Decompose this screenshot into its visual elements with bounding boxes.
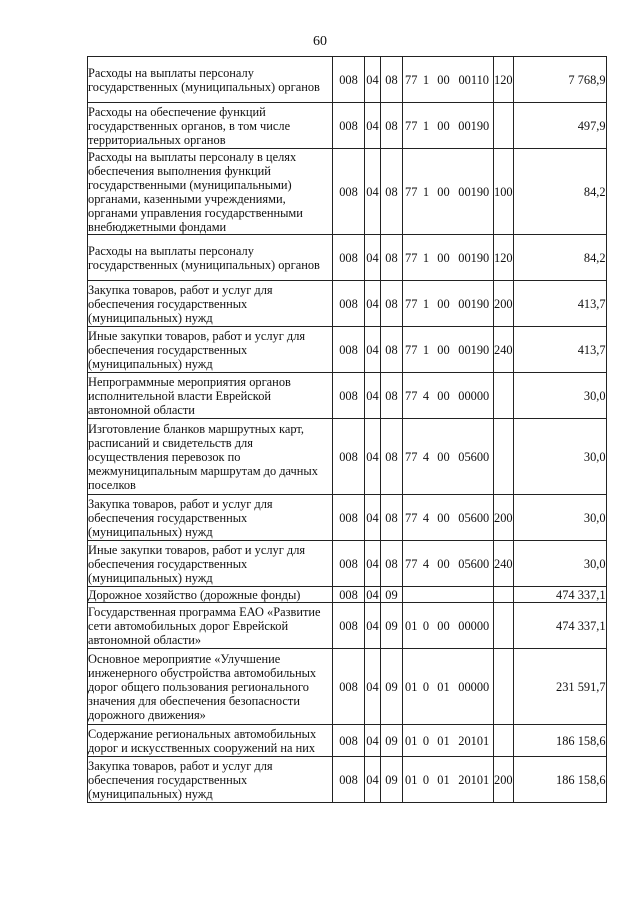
row-event-code: 00	[433, 603, 455, 649]
table-row	[88, 327, 607, 373]
row-ministry-code: 008	[333, 541, 365, 587]
row-subsection-code: 08	[381, 541, 403, 587]
row-direction-code: 00110	[455, 57, 494, 103]
row-subprogram-code: 4	[420, 373, 433, 419]
row-subprogram-code: 1	[420, 327, 433, 373]
row-ministry-code: 008	[333, 149, 365, 235]
row-ministry-code: 008	[333, 103, 365, 149]
row-subsection-code: 08	[381, 327, 403, 373]
row-direction-code: 00190	[455, 327, 494, 373]
row-subsection-code: 09	[381, 603, 403, 649]
row-subprogram-code: 4	[420, 495, 433, 541]
row-name: Закупка товаров, работ и услуг для обеспечения государственных (муниципальных) нужд	[88, 757, 333, 803]
row-ministry-code: 008	[333, 603, 365, 649]
row-subprogram-code: 1	[420, 103, 433, 149]
row-ministry-code: 008	[333, 725, 365, 757]
row-subsection-code: 09	[381, 649, 403, 725]
row-event-code: 00	[433, 419, 455, 495]
row-section-code: 04	[366, 587, 379, 602]
row-amount: 413,7	[513, 281, 606, 327]
row-expense-type-code: 200	[494, 757, 514, 803]
row-name: Закупка товаров, работ и услуг для обеспечения государственных (муниципальных) нужд	[88, 281, 333, 327]
table-row	[88, 149, 607, 235]
row-amount: 84,2	[513, 235, 606, 281]
row-amount: 30,0	[513, 495, 606, 541]
row-subprogram-code: 0	[420, 757, 433, 803]
table-row	[88, 757, 607, 803]
row-amount: 186 158,6	[513, 757, 606, 803]
page-number: 60	[313, 34, 327, 49]
row-subprogram-code: 0	[420, 649, 433, 725]
row-name: Иные закупки товаров, работ и услуг для обеспечения государственных (муниципальных) нужд	[88, 541, 333, 587]
row-ministry-code: 008	[333, 327, 365, 373]
row-direction-code: 00190	[455, 103, 494, 149]
row-program-code: 77	[403, 103, 420, 149]
row-program-code: 77	[403, 235, 420, 281]
row-name: Изготовление бланков маршрутных карт, расписаний и свидетельств для осуществления перевозок по межмуниципальным маршрутам до дачных поселков	[88, 419, 333, 495]
row-section-code: 04	[365, 373, 381, 419]
row-event-code	[433, 587, 455, 603]
row-name: Расходы на выплаты персоналу государственных (муниципальных) органов	[88, 235, 333, 281]
row-expense-type-code	[494, 603, 514, 649]
row-direction-code: 00190	[455, 235, 494, 281]
table-row	[88, 649, 607, 725]
row-program-code: 77	[403, 57, 420, 103]
row-amount: 186 158,6	[513, 725, 606, 757]
row-direction-code: 00190	[455, 149, 494, 235]
row-direction-code: 00190	[455, 281, 494, 327]
row-section-code: 04	[365, 281, 381, 327]
row-amount: 497,9	[513, 103, 606, 149]
row-subprogram-code: 1	[420, 281, 433, 327]
row-name: Содержание региональных автомобильных дорог и искусственных сооружений на них	[88, 725, 333, 757]
row-expense-type-code	[494, 373, 514, 419]
row-event-code: 01	[433, 757, 455, 803]
row-section-code: 04	[365, 725, 381, 757]
row-expense-type-code: 200	[494, 281, 514, 327]
row-amount: 84,2	[513, 149, 606, 235]
row-amount: 7 768,9	[513, 57, 606, 103]
row-ministry-code: 008	[333, 587, 365, 603]
row-subsection-code: 08	[381, 57, 403, 103]
row-name: Дорожное хозяйство (дорожные фонды)	[88, 587, 333, 603]
row-direction-code	[455, 587, 494, 603]
row-section-code: 04	[365, 757, 381, 803]
row-subsection-code: 08	[381, 281, 403, 327]
row-subsection-code: 09	[381, 587, 403, 603]
table-row	[88, 57, 607, 103]
row-name: Расходы на выплаты персоналу государственных (муниципальных) органов	[88, 57, 333, 103]
row-expense-type-code	[494, 103, 514, 149]
row-name: Расходы на обеспечение функций государственных органов, в том числе территориальных органов	[88, 103, 333, 149]
row-program-code: 77	[403, 327, 420, 373]
row-amount: 474 337,1	[513, 587, 606, 603]
row-subprogram-code: 0	[420, 603, 433, 649]
row-ministry-code: 008	[333, 373, 365, 419]
table-row	[88, 419, 607, 495]
row-name: Основное мероприятие «Улучшение инженерного обустройства автомобильных дорог общего пользования регионального значения для обеспечения безопасности дорожного движения»	[88, 649, 333, 725]
row-event-code: 01	[433, 649, 455, 725]
row-program-code: 01	[403, 603, 420, 649]
row-program-code: 77	[403, 541, 420, 587]
row-program-code: 77	[403, 419, 420, 495]
row-program-code: 77	[403, 373, 420, 419]
row-event-code: 00	[433, 495, 455, 541]
row-amount: 30,0	[513, 541, 606, 587]
row-subsection-code: 09	[381, 757, 403, 803]
row-section-code: 04	[365, 649, 381, 725]
row-direction-code: 00000	[455, 373, 494, 419]
row-ministry-code: 008	[333, 419, 365, 495]
table-row	[88, 603, 607, 649]
row-name: Непрограммные мероприятия органов исполнительной власти Еврейской автономной области	[88, 373, 333, 419]
row-subprogram-code: 0	[420, 725, 433, 757]
row-ministry-code: 008	[333, 281, 365, 327]
row-direction-code: 20101	[455, 725, 494, 757]
row-expense-type-code	[494, 649, 514, 725]
row-subprogram-code: 1	[420, 235, 433, 281]
row-program-code: 77	[403, 149, 420, 235]
row-expense-type-code: 120	[494, 57, 514, 103]
row-ministry-code: 008	[333, 57, 365, 103]
row-subsection-code: 08	[381, 235, 403, 281]
row-program-code: 77	[403, 495, 420, 541]
row-event-code: 00	[433, 57, 455, 103]
row-ministry-code: 008	[333, 649, 365, 725]
table-row	[88, 495, 607, 541]
row-expense-type-code	[494, 419, 514, 495]
row-name: Государственная программа ЕАО «Развитие сети автомобильных дорог Еврейской автономной области»	[88, 603, 333, 649]
row-subprogram-code: 4	[420, 419, 433, 495]
table-row	[88, 587, 607, 603]
row-subsection-code: 08	[381, 149, 403, 235]
row-section-code: 04	[365, 103, 381, 149]
row-program-code: 01	[403, 725, 420, 757]
row-section-code: 04	[365, 327, 381, 373]
row-section-code: 04	[365, 57, 381, 103]
row-event-code: 00	[433, 235, 455, 281]
row-direction-code: 00000	[455, 603, 494, 649]
row-name: Закупка товаров, работ и услуг для обеспечения государственных (муниципальных) нужд	[88, 495, 333, 541]
row-event-code: 00	[433, 541, 455, 587]
row-program-code: 77	[403, 281, 420, 327]
row-amount: 30,0	[513, 373, 606, 419]
row-program-code: 01	[403, 757, 420, 803]
row-subsection-code: 08	[381, 419, 403, 495]
row-amount: 231 591,7	[513, 649, 606, 725]
row-event-code: 00	[433, 327, 455, 373]
row-event-code: 00	[433, 149, 455, 235]
row-name: Расходы на выплаты персоналу в целях обеспечения выполнения функций государственными (муниципальными) органами, казенными учреждениями, органами управления государственными внебюджетными фондами	[88, 149, 333, 235]
row-subprogram-code: 4	[420, 541, 433, 587]
row-direction-code: 05600	[455, 419, 494, 495]
row-subprogram-code	[420, 587, 433, 603]
row-direction-code: 05600	[455, 495, 494, 541]
table-row	[88, 725, 607, 757]
row-expense-type-code	[494, 587, 514, 603]
row-ministry-code: 008	[333, 757, 365, 803]
row-event-code: 00	[433, 103, 455, 149]
row-subsection-code: 08	[381, 103, 403, 149]
row-section-code: 04	[365, 419, 381, 495]
row-subprogram-code: 1	[420, 57, 433, 103]
table-row	[88, 373, 607, 419]
row-amount: 413,7	[513, 327, 606, 373]
row-subsection-code: 08	[381, 495, 403, 541]
row-direction-code: 05600	[455, 541, 494, 587]
row-amount: 474 337,1	[513, 603, 606, 649]
row-subsection-code: 09	[381, 725, 403, 757]
row-subprogram-code: 1	[420, 149, 433, 235]
row-event-code: 01	[433, 725, 455, 757]
table-row	[88, 281, 607, 327]
row-section-code: 04	[365, 235, 381, 281]
row-expense-type-code: 240	[494, 541, 514, 587]
row-expense-type-code: 120	[494, 235, 514, 281]
row-amount: 30,0	[513, 419, 606, 495]
table-row	[88, 103, 607, 149]
row-ministry-code: 008	[333, 495, 365, 541]
row-expense-type-code: 240	[494, 327, 514, 373]
row-expense-type-code	[494, 725, 514, 757]
row-program-code: 01	[403, 649, 420, 725]
row-section-code: 04	[365, 603, 381, 649]
row-section-code: 04	[365, 541, 381, 587]
row-direction-code: 20101	[455, 757, 494, 803]
row-event-code: 00	[433, 281, 455, 327]
row-section-code: 04	[365, 149, 381, 235]
row-section-code: 04	[365, 495, 381, 541]
table-row	[88, 541, 607, 587]
row-expense-type-code: 200	[494, 495, 514, 541]
row-expense-type-code: 100	[494, 149, 514, 235]
row-direction-code: 00000	[455, 649, 494, 725]
table-row	[88, 235, 607, 281]
budget-table	[87, 56, 607, 803]
row-ministry-code: 008	[333, 235, 365, 281]
row-subsection-code: 08	[381, 373, 403, 419]
row-name: Иные закупки товаров, работ и услуг для обеспечения государственных (муниципальных) нужд	[88, 327, 333, 373]
row-program-code	[403, 587, 420, 603]
row-event-code: 00	[433, 373, 455, 419]
